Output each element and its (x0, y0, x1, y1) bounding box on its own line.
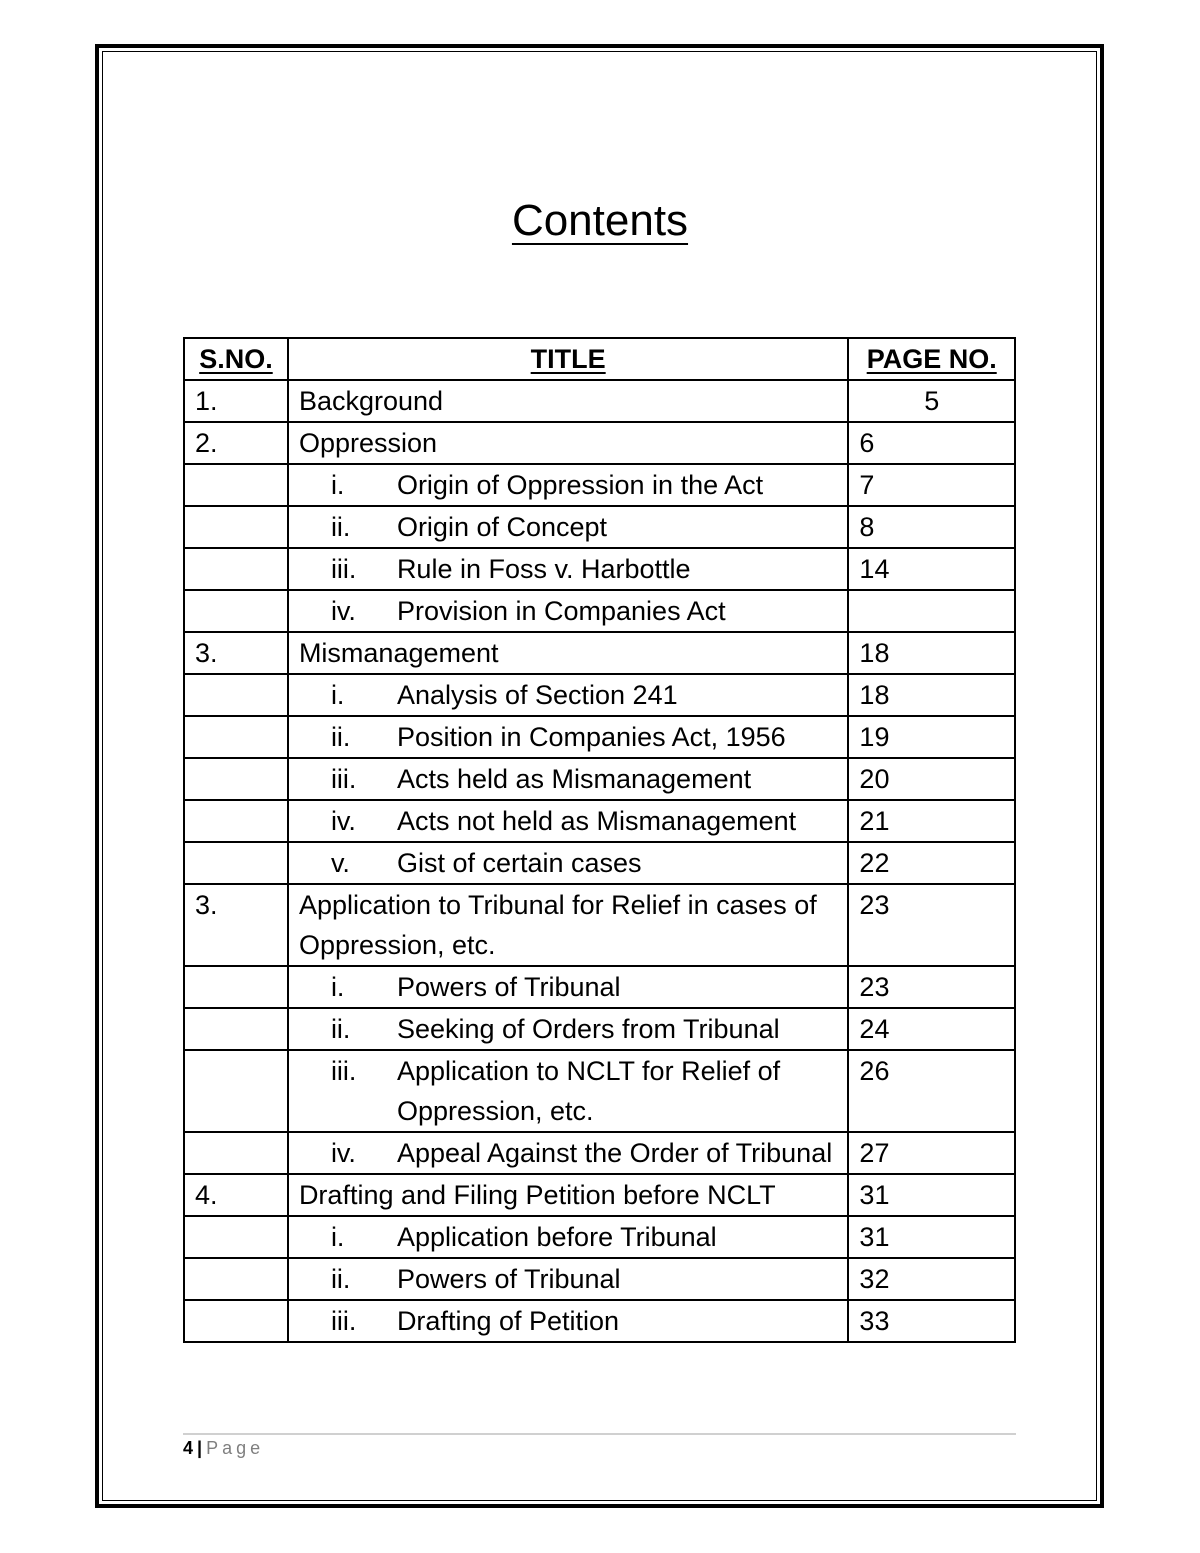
sub-entry-title: Application to NCLT for Relief of Oppression, etc. (396, 1056, 781, 1126)
sub-entry-title: Provision in Companies Act (396, 596, 726, 626)
row-title-cell (288, 674, 848, 716)
sub-entry (299, 675, 837, 715)
row-title-cell (288, 716, 848, 758)
row-sno: 3. (184, 884, 288, 966)
row-page-no (848, 590, 1015, 632)
sub-entry-numeral: i. (330, 1222, 345, 1252)
sub-entry-title: Gist of certain cases (396, 848, 642, 878)
row-sno (184, 674, 288, 716)
sub-entry-numeral: i. (330, 680, 345, 710)
sub-entry-title: Appeal Against the Order of Tribunal (396, 1138, 833, 1168)
row-page-no: 24 (848, 1008, 1015, 1050)
row-sno (184, 800, 288, 842)
row-title-cell (288, 506, 848, 548)
row-page-no: 23 (848, 884, 1015, 966)
sub-entry-title: Application before Tribunal (396, 1222, 717, 1252)
row-page-no: 31 (848, 1174, 1015, 1216)
row-page-no: 7 (848, 464, 1015, 506)
sub-entry-numeral: iii. (330, 554, 357, 584)
sub-entry (299, 1009, 837, 1049)
sub-entry-title: Origin of Oppression in the Act (396, 470, 764, 500)
sub-entry (299, 843, 837, 883)
row-sno (184, 590, 288, 632)
header-sno: S.NO. (184, 338, 288, 380)
table-row (184, 800, 1015, 842)
table-row (184, 506, 1015, 548)
row-page-no: 6 (848, 422, 1015, 464)
row-title-cell (288, 590, 848, 632)
sub-entry-numeral: iii. (330, 1306, 357, 1336)
sub-entry-title: Position in Companies Act, 1956 (396, 722, 786, 752)
row-page-no: 5 (848, 380, 1015, 422)
sub-entry-numeral: ii. (330, 1264, 351, 1294)
row-title-cell (288, 884, 848, 966)
row-title-cell (288, 842, 848, 884)
row-page-no: 26 (848, 1050, 1015, 1132)
row-title: Oppression (298, 428, 438, 458)
row-title-cell (288, 380, 848, 422)
row-title-cell (288, 464, 848, 506)
row-sno: 2. (184, 422, 288, 464)
sub-entry (299, 967, 837, 1007)
table-row (184, 674, 1015, 716)
sub-entry-title: Acts held as Mismanagement (396, 764, 752, 794)
table-row (184, 380, 1015, 422)
sub-entry-numeral: ii. (330, 722, 351, 752)
row-page-no: 22 (848, 842, 1015, 884)
row-sno (184, 842, 288, 884)
row-title-cell (288, 758, 848, 800)
row-title-cell (288, 1258, 848, 1300)
row-title: Mismanagement (298, 638, 499, 668)
sub-entry (299, 1217, 837, 1257)
row-title-cell (288, 1174, 848, 1216)
row-page-no: 19 (848, 716, 1015, 758)
table-row (184, 1300, 1015, 1342)
sub-entry-numeral: v. (330, 848, 350, 878)
sub-entry-numeral: i. (330, 972, 345, 1002)
sub-entry-title: Acts not held as Mismanagement (396, 806, 797, 836)
row-title-cell (288, 1050, 848, 1132)
sub-entry (299, 1259, 837, 1299)
sub-entry-title: Rule in Foss v. Harbottle (396, 554, 691, 584)
row-title-cell (288, 1008, 848, 1050)
sub-entry-title: Powers of Tribunal (396, 1264, 621, 1294)
sub-entry (299, 591, 837, 631)
row-title-cell (288, 800, 848, 842)
row-title: Drafting and Filing Petition before NCLT (298, 1180, 776, 1210)
row-page-no: 31 (848, 1216, 1015, 1258)
sub-entry (299, 507, 837, 547)
row-title-cell (288, 422, 848, 464)
row-sno (184, 716, 288, 758)
table-row (184, 1008, 1015, 1050)
row-page-no: 14 (848, 548, 1015, 590)
sub-entry-numeral: iv. (330, 596, 356, 626)
row-page-no: 8 (848, 506, 1015, 548)
footer-rule (183, 1433, 1016, 1435)
contents-table (183, 337, 1016, 1343)
sub-entry (299, 465, 837, 505)
table-row (184, 1174, 1015, 1216)
table-row (184, 884, 1015, 966)
row-sno (184, 1300, 288, 1342)
row-sno (184, 1132, 288, 1174)
row-sno (184, 506, 288, 548)
row-title-cell (288, 1216, 848, 1258)
row-sno (184, 1258, 288, 1300)
row-page-no: 32 (848, 1258, 1015, 1300)
row-sno: 1. (184, 380, 288, 422)
sub-entry-numeral: i. (330, 470, 345, 500)
table-row (184, 590, 1015, 632)
row-sno: 4. (184, 1174, 288, 1216)
footer-separator: | (197, 1438, 203, 1458)
table-row (184, 1050, 1015, 1132)
sub-entry-title: Powers of Tribunal (396, 972, 621, 1002)
row-sno (184, 464, 288, 506)
sub-entry-title: Origin of Concept (396, 512, 608, 542)
sub-entry-numeral: ii. (330, 512, 351, 542)
sub-entry-numeral: iv. (330, 1138, 356, 1168)
row-page-no: 18 (848, 632, 1015, 674)
sub-entry (299, 1051, 837, 1131)
table-row (184, 422, 1015, 464)
row-page-no: 18 (848, 674, 1015, 716)
page-footer (183, 1438, 264, 1459)
row-page-no: 23 (848, 966, 1015, 1008)
row-title: Application to Tribunal for Relief in cases of Oppression, etc. (298, 890, 817, 960)
sub-entry-numeral: iv. (330, 806, 356, 836)
row-title-cell (288, 966, 848, 1008)
table-row (184, 1216, 1015, 1258)
row-sno (184, 966, 288, 1008)
row-title: Background (298, 386, 444, 416)
row-sno (184, 1008, 288, 1050)
sub-entry (299, 1301, 837, 1341)
sub-entry-numeral: iii. (330, 1056, 357, 1086)
header-page-no: PAGE NO. (848, 338, 1015, 380)
sub-entry (299, 717, 837, 757)
table-row (184, 632, 1015, 674)
row-sno (184, 548, 288, 590)
row-page-no: 33 (848, 1300, 1015, 1342)
row-title-cell (288, 1300, 848, 1342)
row-sno (184, 1216, 288, 1258)
table-row (184, 464, 1015, 506)
row-page-no: 20 (848, 758, 1015, 800)
table-row (184, 842, 1015, 884)
table-header-row (184, 338, 1015, 380)
sub-entry (299, 801, 837, 841)
sub-entry-title: Drafting of Petition (396, 1306, 620, 1336)
sub-entry (299, 759, 837, 799)
table-row (184, 716, 1015, 758)
footer-page-label: Page (206, 1438, 265, 1458)
sub-entry (299, 549, 837, 589)
contents-heading: Contents (511, 196, 689, 245)
table-row (184, 1258, 1015, 1300)
row-sno: 3. (184, 632, 288, 674)
row-title-cell (288, 1132, 848, 1174)
header-title: TITLE (288, 338, 848, 380)
table-row (184, 548, 1015, 590)
sub-entry-title: Analysis of Section 241 (396, 680, 678, 710)
sub-entry-numeral: iii. (330, 764, 357, 794)
sub-entry-title: Seeking of Orders from Tribunal (396, 1014, 780, 1044)
row-title-cell (288, 632, 848, 674)
sub-entry-numeral: ii. (330, 1014, 351, 1044)
table-row (184, 966, 1015, 1008)
footer-page-number: 4 (183, 1438, 194, 1458)
row-page-no: 21 (848, 800, 1015, 842)
table-row (184, 758, 1015, 800)
contents-table-body (184, 380, 1015, 1342)
row-sno (184, 758, 288, 800)
row-title-cell (288, 548, 848, 590)
table-row (184, 1132, 1015, 1174)
sub-entry (299, 1133, 837, 1173)
row-sno (184, 1050, 288, 1132)
row-page-no: 27 (848, 1132, 1015, 1174)
